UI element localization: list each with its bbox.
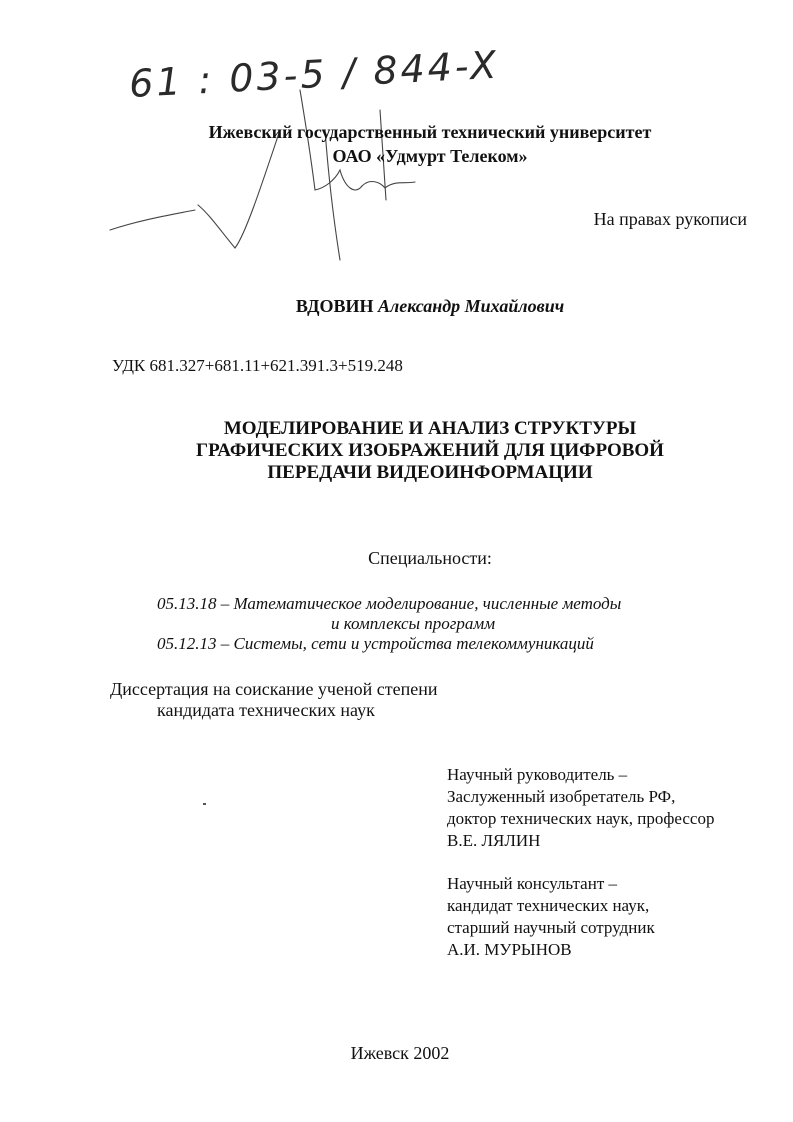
signature-scribble — [100, 70, 460, 290]
specialty-item-continuation: и комплексы программ — [331, 614, 496, 633]
supervisor-line: Заслуженный изобретатель РФ, — [447, 787, 676, 806]
supervisor-name: В.Е. ЛЯЛИН — [447, 831, 541, 850]
udc-code: УДК 681.327+681.11+621.391.3+519.248 — [112, 356, 403, 375]
specialty-item: 05.12.13 – Системы, сети и устройства телекоммуникаций — [157, 634, 594, 653]
specialty-item: 05.13.18 – Математическое моделирование, численные методы — [157, 594, 622, 613]
dissertation-degree-line: Диссертация на соискание ученой степени — [110, 679, 438, 699]
handwritten-archive-code: 61 : 03-5 / 844-X — [128, 42, 501, 106]
consultant-name: А.И. МУРЫНОВ — [447, 940, 572, 959]
dissertation-title — [0, 418, 793, 484]
rights-note: На правах рукописи — [593, 209, 747, 229]
title-line: ГРАФИЧЕСКИХ ИЗОБРАЖЕНИЙ ДЛЯ ЦИФРОВОЙ — [196, 440, 664, 461]
author-given-names: Александр Михайлович — [378, 296, 565, 316]
consultant-line: Научный консультант – — [447, 874, 617, 893]
consultant-line: кандидат технических наук, — [447, 896, 650, 915]
title-line: ПЕРЕДАЧИ ВИДЕОИНФОРМАЦИИ — [267, 462, 593, 483]
consultant-line: старший научный сотрудник — [447, 918, 655, 937]
author-name — [0, 296, 793, 317]
author-surname: ВДОВИН — [295, 296, 374, 316]
city-year: Ижевск 2002 — [350, 1043, 450, 1063]
consultant-block — [447, 873, 655, 961]
supervisor-line: доктор технических наук, профессор — [447, 809, 715, 828]
supervisor-block — [447, 764, 714, 852]
dissertation-degree-line: кандидата технических наук — [157, 700, 375, 720]
scan-speck — [203, 803, 206, 805]
company-name: ОАО «Удмурт Телеком» — [332, 146, 528, 166]
supervisor-line: Научный руководитель – — [447, 765, 628, 784]
title-line: МОДЕЛИРОВАНИЕ И АНАЛИЗ СТРУКТУРЫ — [223, 418, 637, 439]
specialties-label: Специальности: — [368, 548, 492, 568]
university-name: Ижевский государственный технический университет — [208, 122, 652, 142]
